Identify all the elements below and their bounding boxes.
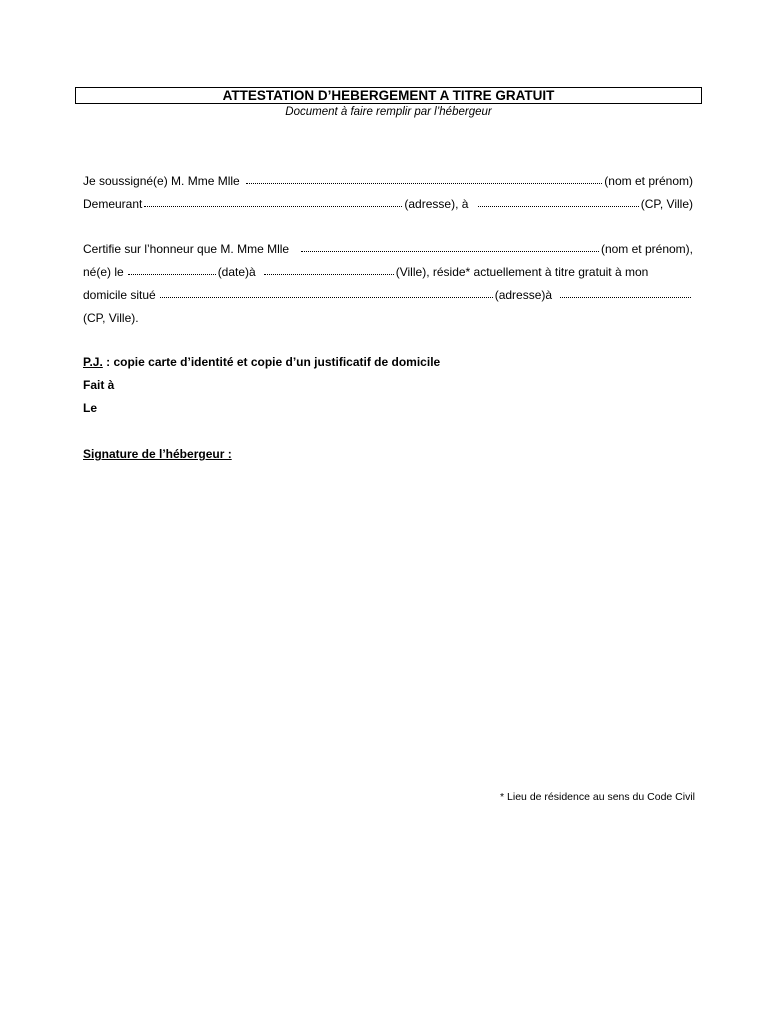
host-domicile-prefix: domicile situé	[83, 288, 156, 302]
guest-birth-date-hint: (date)	[217, 265, 250, 279]
host-name-field[interactable]	[246, 173, 603, 184]
document-title: ATTESTATION D’HEBERGEMENT A TITRE GRATUIT	[75, 87, 702, 104]
guest-name-line	[83, 241, 693, 257]
guest-name-prefix: Certifie sur l’honneur que M. Mme Mlle	[83, 242, 290, 256]
host-address-hint: (adresse)	[404, 197, 456, 211]
host-address-line	[83, 196, 693, 212]
host-domicile-city-suffix: .	[135, 311, 139, 325]
guest-birth-city-hint: (Ville)	[395, 265, 427, 279]
document-subtitle: Document à faire remplir par l’hébergeur	[285, 106, 492, 118]
date-line	[83, 400, 693, 416]
guest-birth-date-field[interactable]	[128, 264, 216, 275]
host-address-field[interactable]	[144, 196, 402, 207]
guest-residence-text: , réside* actuellement à titre gratuit à mon	[426, 265, 649, 279]
host-domicile-field[interactable]	[160, 287, 493, 298]
guest-birth-prefix: né(e) le	[83, 265, 124, 279]
guest-birth-city-field[interactable]	[264, 264, 394, 275]
attachments-line	[83, 354, 693, 370]
guest-birth-sep: à	[249, 265, 256, 279]
guest-name-field[interactable]	[301, 241, 599, 252]
host-domicile-sep: à	[545, 288, 553, 302]
host-name-line	[83, 173, 693, 189]
host-city-hint: (CP, Ville)	[640, 197, 693, 211]
host-address-sep: , à	[455, 197, 469, 211]
date-label: Le	[83, 401, 98, 415]
host-name-hint: (nom et prénom)	[604, 174, 693, 188]
host-name-prefix: Je soussigné(e) M. Mme Mlle	[83, 174, 240, 188]
signature-label: Signature de l’hébergeur :	[83, 447, 232, 461]
host-domicile-hint: (adresse)	[494, 288, 546, 302]
host-domicile-city-field[interactable]	[560, 287, 691, 298]
attachments-label: P.J.	[83, 355, 103, 369]
host-address-prefix: Demeurant	[83, 197, 143, 211]
guest-birth-line	[83, 264, 693, 280]
fait-a-line	[83, 377, 693, 393]
guest-name-suffix: ,	[689, 242, 693, 256]
host-domicile-line	[83, 287, 693, 303]
host-domicile-city-hint: (CP, Ville)	[83, 311, 136, 325]
attachments-text: : copie carte d’identité et copie d’un justificatif de domicile	[102, 355, 441, 369]
footnote: * Lieu de résidence au sens du Code Civil	[500, 791, 695, 803]
host-domicile-city-line	[83, 310, 203, 326]
host-city-field[interactable]	[478, 196, 638, 207]
guest-name-hint: (nom et prénom)	[600, 242, 690, 256]
signature-line	[83, 446, 693, 462]
fait-a-label: Fait à	[83, 378, 115, 392]
